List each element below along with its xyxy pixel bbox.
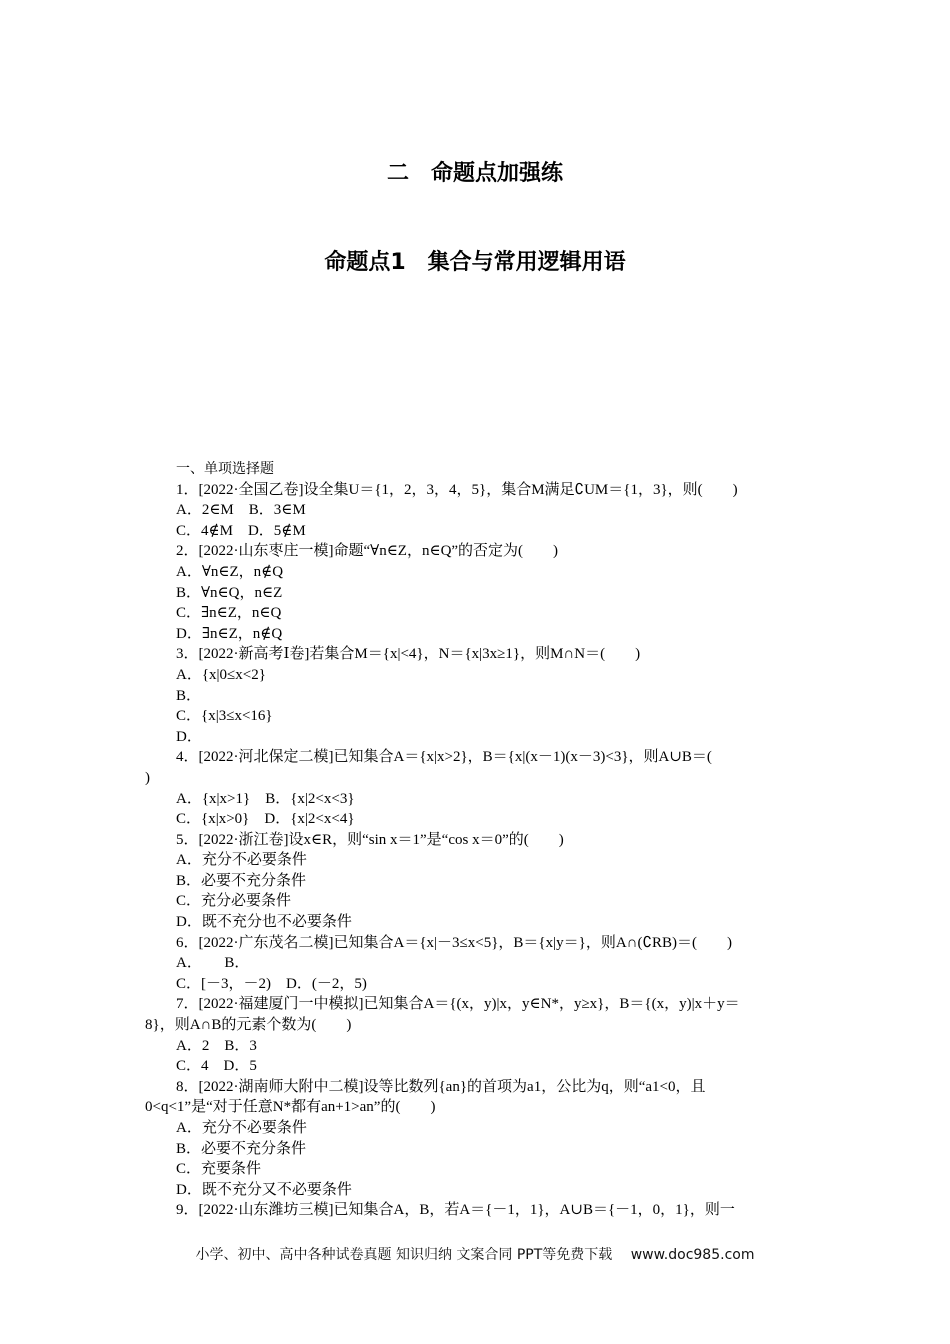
question-8-option-c: C．充要条件 (176, 1161, 262, 1178)
question-7-stem: 7．[2022·福建厦门一中模拟]已知集合A＝{(x，y)|x，y∈N*，y≥x}，B＝{(x，y)|x＋y＝ (176, 996, 740, 1013)
question-3-option-c: C．{x|3≤x<16} (176, 708, 273, 725)
question-1-options-ab: A．2∈M B．3∈M (176, 502, 306, 519)
question-8-stem: 8．[2022·湖南师大附中二模]设等比数列{an}的首项为a1，公比为q，则“a1<0，且 (176, 1078, 706, 1095)
question-3-option-b: B． (176, 687, 202, 704)
question-5-option-c: C．充分必要条件 (176, 893, 292, 910)
question-3-option-a: A．{x|0≤x<2} (176, 666, 266, 683)
question-8-stem-cont: 0<q<1”是“对于任意N*都有an+1>an”的( ) (145, 1099, 436, 1116)
question-8-option-a: A．充分不必要条件 (176, 1120, 307, 1136)
question-2-option-c: C．∃n∈Z，n∈Q (176, 605, 282, 622)
question-4-options-cd: C．{x|x>0} D．{x|2<x<4} (176, 811, 355, 828)
question-8-option-b: B．必要不充分条件 (176, 1140, 307, 1157)
question-9-stem: 9．[2022·山东潍坊三模]已知集合A，B，若A＝{－1，1}，A∪B＝{－1，0，1}，则一 (176, 1202, 735, 1219)
question-8-option-d: D．既不充分又不必要条件 (176, 1181, 352, 1198)
question-3-stem: 3．[2022·新高考Ⅰ卷]若集合M＝{x|<4}，N＝{x|3x≥1}，则M∩N＝( ) (176, 646, 641, 663)
question-6-stem: 6．[2022·广东茂名二模]已知集合A＝{x|－3≤x<5}，B＝{x|y＝}，则A∩(∁RB)＝( ) (176, 934, 733, 951)
question-4-stem: 4．[2022·河北保定二模]已知集合A＝{x|x>2}，B＝{x|(x－1)(x－3)<3}，则A∪B＝( (176, 749, 712, 766)
question-2-option-d: D．∃n∈Z，n∉Q (176, 625, 283, 642)
question-5-option-b: B．必要不充分条件 (176, 872, 307, 889)
question-7-options-cd: C．4 D．5 (176, 1058, 257, 1075)
question-list (145, 459, 810, 1221)
subsection-title: 命题点1 集合与常用逻辑用语 (324, 250, 626, 275)
footer-banner: 小学、初中、高中各种试卷真题 知识归纳 文案合同 PPT等免费下载 www.doc985.com (195, 1247, 755, 1263)
question-3-option-d: D． (176, 728, 202, 745)
question-5-option-a: A．充分不必要条件 (176, 852, 307, 869)
question-4-options-ab: A．{x|x>1} B．{x|2<x<3} (176, 790, 355, 807)
section-title: 二 命题点加强练 (386, 161, 563, 186)
question-5-option-d: D．既不充分也不必要条件 (176, 914, 352, 931)
question-6-options-cd: C．[－3，－2) D．(－2，5) (176, 975, 367, 992)
question-4-stem-cont: ) (145, 769, 150, 786)
question-2-option-a: A．∀n∈Z，n∉Q (176, 563, 284, 580)
question-2-stem: 2．[2022·山东枣庄一模]命题“∀n∈Z，n∈Q”的否定为( ) (176, 543, 559, 560)
question-5-stem: 5．[2022·浙江卷]设x∈R，则“sin x＝1”是“cos x＝0”的( ) (176, 831, 564, 848)
section-heading: 一、单项选择题 (176, 461, 274, 477)
question-1-stem: 1．[2022·全国乙卷]设全集U＝{1，2，3，4，5}，集合M满足∁UM＝{1，3}，则( ) (176, 481, 738, 498)
question-6-options-ab: A． B． (176, 955, 250, 972)
question-1-options-cd: C．4∉M D．5∉M (176, 522, 306, 539)
question-2-option-b: B．∀n∈Q，n∈Z (176, 584, 283, 601)
question-7-stem-cont: 8}，则A∩B的元素个数为( ) (145, 1017, 352, 1034)
question-7-options-ab: A．2 B．3 (176, 1037, 257, 1054)
